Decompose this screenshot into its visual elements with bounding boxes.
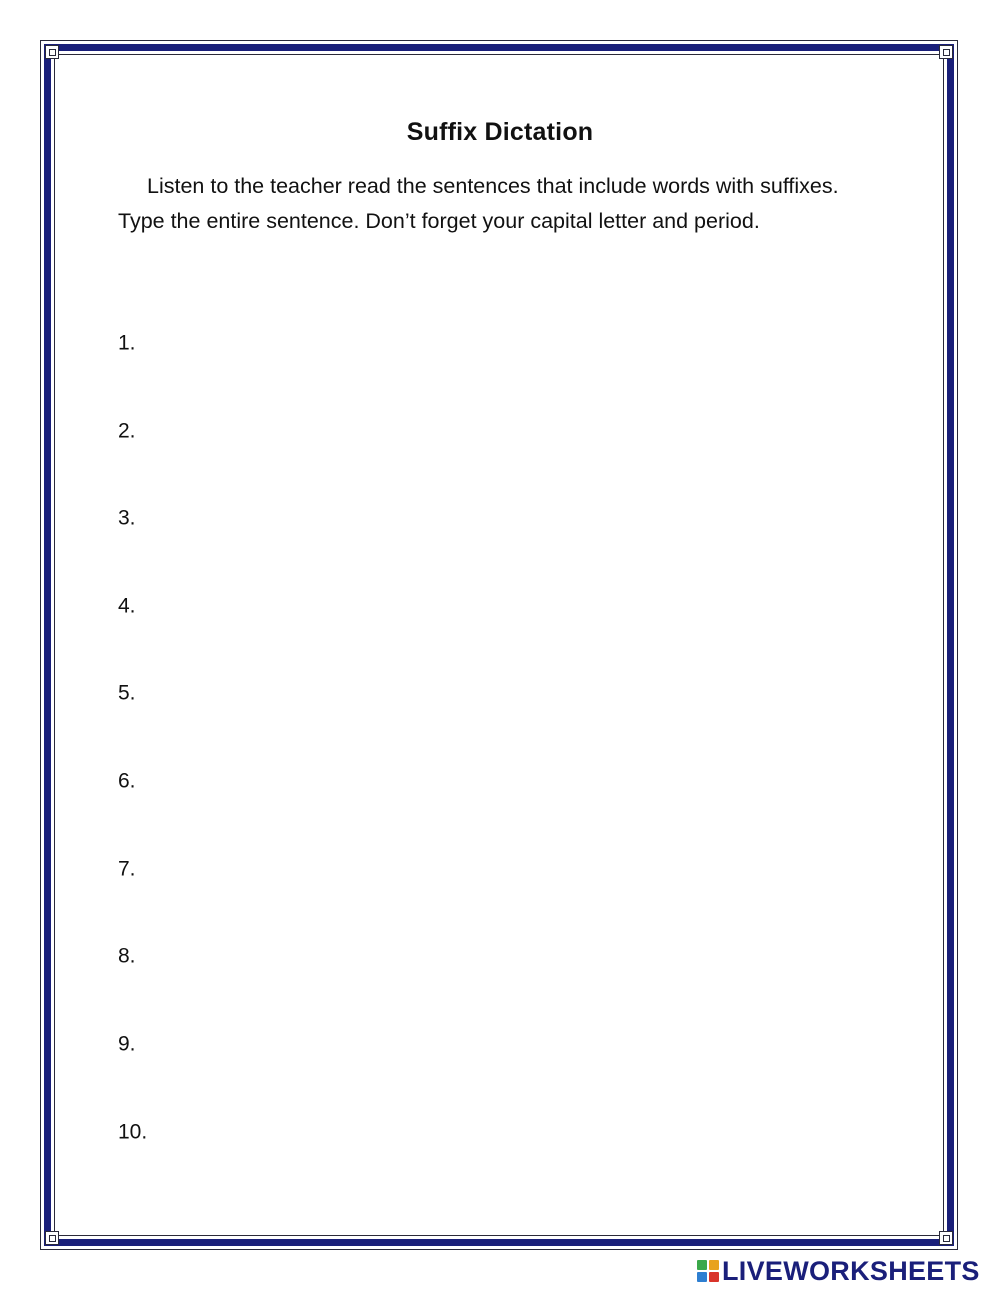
item-number: 4.	[118, 594, 136, 618]
item-number: 3.	[118, 506, 136, 530]
corner-ornament-bottom-right	[939, 1231, 953, 1245]
answer-input-7[interactable]	[148, 857, 872, 883]
answer-input-8[interactable]	[148, 944, 872, 970]
item-number: 1.	[118, 331, 136, 355]
item-number: 6.	[118, 769, 136, 793]
logo-block-green	[697, 1260, 707, 1270]
item-number: 2.	[118, 419, 136, 443]
corner-ornament-top-left	[45, 45, 59, 59]
answer-input-10[interactable]	[159, 1120, 883, 1146]
answer-item-5	[118, 681, 872, 707]
answer-input-9[interactable]	[148, 1032, 872, 1058]
answer-input-6[interactable]	[148, 769, 872, 795]
logo-block-orange	[709, 1260, 719, 1270]
answer-input-5[interactable]	[148, 681, 872, 707]
worksheet-instructions: Listen to the teacher read the sentences that include words with suffixes. Type the entire sentence. Don’t forget your capital letter and period.	[118, 174, 839, 233]
worksheet-title: Suffix Dictation	[406, 118, 594, 146]
answer-item-8	[118, 944, 872, 970]
answer-item-1	[118, 331, 872, 357]
answer-item-4	[118, 594, 872, 620]
corner-ornament-top-right	[939, 45, 953, 59]
answer-item-3	[118, 506, 872, 532]
item-number: 5.	[118, 681, 136, 705]
answer-input-3[interactable]	[148, 506, 872, 532]
corner-ornament-bottom-left	[45, 1231, 59, 1245]
item-number: 7.	[118, 857, 136, 881]
item-number: 8.	[118, 944, 136, 968]
item-number: 10.	[118, 1120, 148, 1144]
answer-input-2[interactable]	[148, 419, 872, 445]
answer-input-1[interactable]	[148, 331, 872, 357]
item-number: 9.	[118, 1032, 136, 1056]
answer-item-6	[118, 769, 872, 795]
answer-item-2	[118, 419, 872, 445]
logo-text: LIVEWORKSHEETS	[722, 1256, 980, 1286]
answer-input-4[interactable]	[148, 594, 872, 620]
logo-blocks-icon	[697, 1260, 719, 1282]
logo-block-red	[709, 1272, 719, 1282]
answer-item-10	[118, 1120, 883, 1146]
liveworksheets-logo	[697, 1258, 980, 1284]
answer-item-9	[118, 1032, 872, 1058]
logo-block-blue	[697, 1272, 707, 1282]
answer-item-7	[118, 857, 872, 883]
